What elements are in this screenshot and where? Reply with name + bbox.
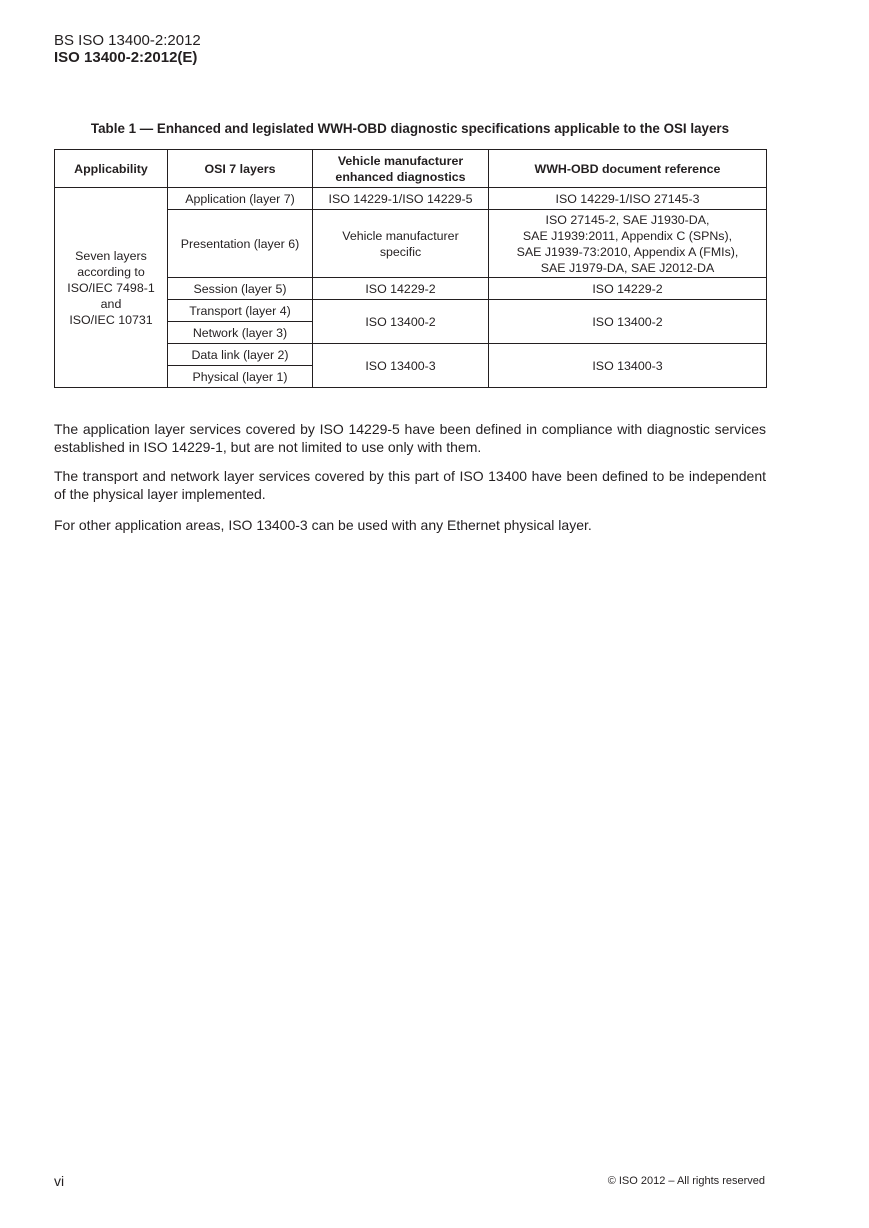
manufacturer-line: Vehicle manufacturer: [342, 228, 459, 243]
wwhobd-cell: ISO 13400-3: [489, 344, 767, 388]
layer-cell: Presentation (layer 6): [168, 210, 313, 278]
manufacturer-cell: ISO 14229-2: [313, 278, 489, 300]
wwhobd-cell: ISO 13400-2: [489, 300, 767, 344]
header-osi-layers: OSI 7 layers: [168, 150, 313, 188]
manufacturer-cell: ISO 13400-3: [313, 344, 489, 388]
applicability-line: according to: [77, 264, 145, 279]
header-wwhobd: WWH-OBD document reference: [489, 150, 767, 188]
table-header-row: [55, 150, 767, 188]
body-paragraph: The application layer services covered by ISO 14229-5 have been defined in compliance with diagnostic services established in ISO 14229-1, but are not limited to use only with them.: [54, 421, 766, 455]
applicability-line: and: [100, 296, 122, 311]
manufacturer-cell: [313, 210, 489, 278]
manufacturer-cell: ISO 13400-2: [313, 300, 489, 344]
page-number: vi: [54, 1173, 65, 1189]
wwhobd-line: SAE J1979-DA, SAE J2012-DA: [540, 260, 715, 275]
table-row: [55, 188, 767, 210]
body-paragraph: For other application areas, ISO 13400-3 can be used with any Ethernet physical layer.: [54, 517, 592, 533]
applicability-line: Seven layers: [75, 248, 147, 263]
manufacturer-line: specific: [379, 244, 422, 259]
layer-cell: Network (layer 3): [168, 322, 313, 344]
document-id-bold: ISO 13400-2:2012(E): [54, 49, 198, 66]
manufacturer-cell: ISO 14229-1/ISO 14229-5: [313, 188, 489, 210]
header-manufacturer: Vehicle manufacturer enhanced diagnostics: [313, 150, 489, 188]
wwhobd-cell: ISO 14229-2: [489, 278, 767, 300]
wwhobd-line: SAE J1939-73:2010, Appendix A (FMIs),: [516, 244, 739, 259]
wwhobd-cell: [489, 210, 767, 278]
copyright-notice: © ISO 2012 – All rights reserved: [607, 1175, 765, 1187]
wwhobd-line: ISO 27145-2, SAE J1930-DA,: [545, 212, 710, 227]
osi-layers-table: [54, 149, 767, 388]
layer-cell: Transport (layer 4): [168, 300, 313, 322]
wwhobd-cell: ISO 14229-1/ISO 27145-3: [489, 188, 767, 210]
header-applicability: Applicability: [55, 150, 168, 188]
applicability-line: ISO/IEC 7498-1: [67, 280, 155, 295]
layer-cell: Session (layer 5): [168, 278, 313, 300]
wwhobd-line: SAE J1939:2011, Appendix C (SPNs),: [522, 228, 733, 243]
applicability-cell: [55, 188, 168, 388]
document-id: BS ISO 13400-2:2012: [54, 32, 201, 49]
layer-cell: Data link (layer 2): [168, 344, 313, 366]
applicability-line: ISO/IEC 10731: [69, 312, 153, 327]
body-paragraph: The transport and network layer services covered by this part of ISO 13400 have been defined to be independent of the physical layer implemented.: [54, 468, 766, 502]
table-caption: Table 1 — Enhanced and legislated WWH-OBD diagnostic specifications applicable to the OSI layers: [90, 121, 730, 136]
layer-cell: Application (layer 7): [168, 188, 313, 210]
layer-cell: Physical (layer 1): [168, 366, 313, 388]
